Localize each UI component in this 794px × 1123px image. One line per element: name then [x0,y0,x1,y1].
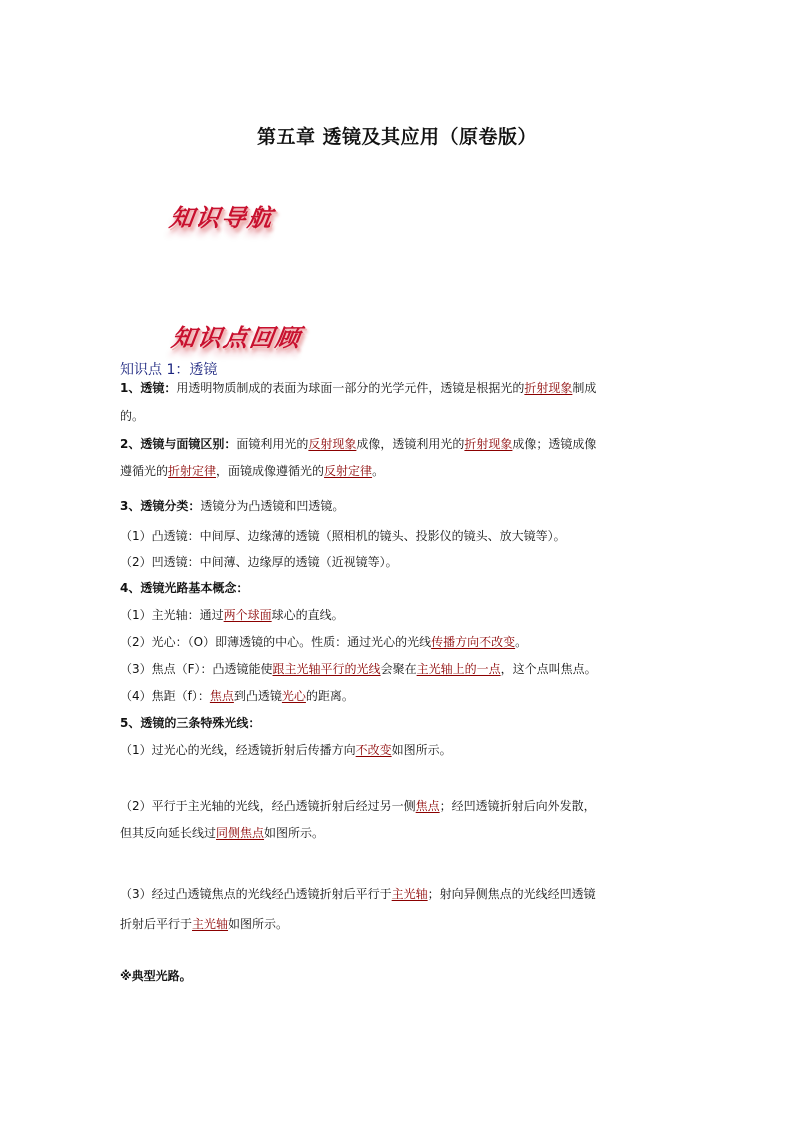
key-term: 焦点 [415,799,440,813]
text-span: （2）光心：（O）即薄透镜的中心。性质：通过光心的光线 [120,635,432,649]
key-term: 折射定律 [168,464,217,478]
key-term: 不改变 [355,743,392,757]
key-term: 主光轴 [192,917,229,931]
text-span: （1）凸透镜：中间厚、边缘薄的透镜（照相机的镜头、投影仪的镜头、放大镜等）。 [120,529,566,543]
text-span: 透镜分为凸透镜和凹透镜。 [200,499,345,513]
text-line [120,688,354,704]
text-line [120,798,596,814]
text-line [120,886,596,902]
text-span: （2）凹透镜：中间薄、边缘厚的透镜（近视镜等）。 [120,555,398,569]
key-term: 传播方向不改变 [431,635,516,649]
text-line [120,607,344,623]
text-line [120,554,398,570]
term-label: 1、透镜： [120,381,177,395]
key-term: 主光轴 [391,887,428,901]
text-line [120,528,566,544]
term-label: 2、透镜与面镜区别： [120,437,237,451]
text-span: 会聚在 [380,662,417,676]
text-line [120,916,288,932]
section-heading: ※典型光路。 [120,969,192,983]
text-span: （3）经过凸透镜焦点的光线经凸透镜折射后平行于 [120,887,392,901]
section-heading: 5、透镜的三条特殊光线： [120,716,261,730]
key-term: 折射现象 [524,381,573,395]
key-term: 反射定律 [324,464,373,478]
page-title: 第五章 透镜及其应用（原卷版） [256,126,538,148]
knowledge-review-banner: 知识点回顾 [169,323,304,352]
text-line [120,408,144,424]
text-span: （4）焦距（f）： [120,689,210,703]
text-line [120,715,260,731]
text-line [120,380,596,396]
text-line [120,634,527,650]
key-term: 跟主光轴平行的光线 [272,662,381,676]
key-term: 主光轴上的一点 [416,662,501,676]
text-line [120,463,384,479]
key-term: 焦点 [209,689,234,703]
text-span: 遵循光的 [120,464,169,478]
text-span: 的。 [120,409,145,423]
text-span: 用透明物质制成的表面为球面一部分的光学元件，透镜是根据光的 [176,381,525,395]
knowledge-point-heading: 知识点 1：透镜 [120,362,218,378]
text-line [120,498,344,514]
text-span: ，这个点叫焦点。 [500,662,597,676]
text-span: 成像，透镜利用光的 [356,437,465,451]
text-span: 如图所示。 [228,917,289,931]
text-span: （3）焦点（F）：凸透镜能使 [120,662,273,676]
text-span: 成像；透镜成像 [512,437,597,451]
text-span: ；射向异侧焦点的光线经凹透镜 [427,887,596,901]
knowledge-navigation-banner: 知识导航 [167,203,276,232]
text-span: 的距离。 [305,689,354,703]
term-label: 3、透镜分类： [120,499,201,513]
key-term: 反射现象 [308,437,357,451]
text-span: 如图所示。 [391,743,452,757]
text-span: 。 [515,635,528,649]
text-line [120,580,248,596]
text-span: ，面镜成像遵循光的 [216,464,325,478]
text-span: 如图所示。 [264,826,325,840]
text-line [120,742,452,758]
text-span: （1）过光心的光线，经透镜折射后传播方向 [120,743,356,757]
text-span: 但其反向延长线过 [120,826,217,840]
text-span: 。 [372,464,385,478]
text-span: 球心的直线。 [271,608,344,622]
text-span: 到凸透镜 [233,689,282,703]
key-term: 折射现象 [464,437,513,451]
text-line [120,661,597,677]
text-span: ；经凹透镜折射后向外发散， [439,799,596,813]
key-term: 两个球面 [223,608,272,622]
text-span: 面镜利用光的 [236,437,309,451]
key-term: 光心 [281,689,306,703]
section-heading: 4、透镜光路基本概念： [120,581,249,595]
text-span: （1）主光轴：通过 [120,608,224,622]
text-line [120,436,596,452]
text-span: 折射后平行于 [120,917,193,931]
text-span: （2）平行于主光轴的光线，经凸透镜折射后经过另一侧 [120,799,416,813]
key-term: 同侧焦点 [216,826,265,840]
text-span: 制成 [572,381,597,395]
text-line [120,968,192,984]
text-line [120,825,324,841]
